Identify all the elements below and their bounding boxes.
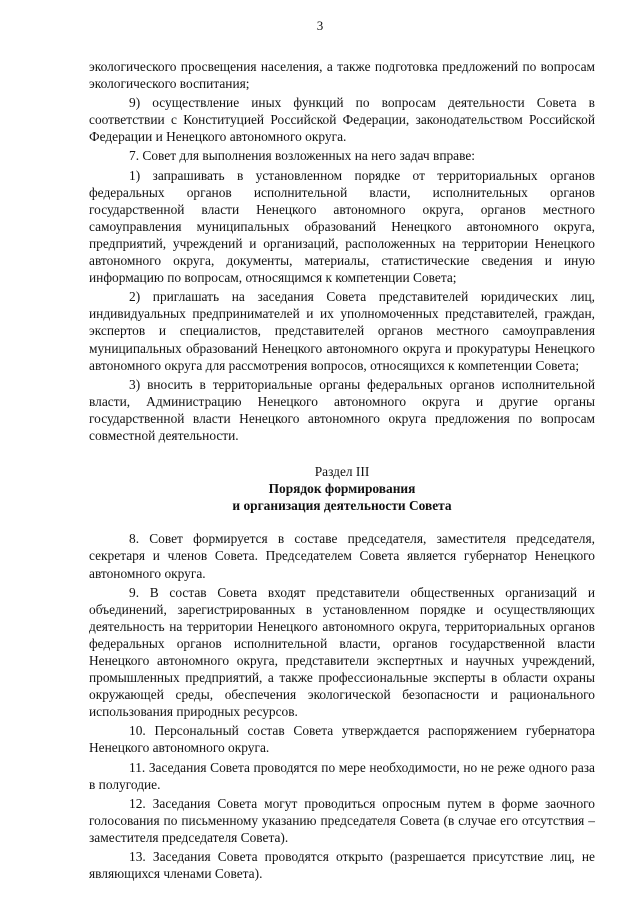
paragraph-clause-12: 12. Заседания Совета могут проводиться опросным путем в форме заочного голосования по письменному указанию председателя Совета (в случае его отсутствия – заместителя председателя Совета). xyxy=(89,795,595,845)
paragraph-item-1: 1) запрашивать в установленном порядке от территориальных органов федеральных органов исполнительной власти, исполнительных органов государственной власти Ненецкого автономного округа, органов местного самоуправления муниципальных образований Ненецкого автономного округа, предприятий, учреждений и организаций, расположенных на территории Ненецкого автономного округа, документы, материалы, статистические сведения и иную информацию по вопросам, относящимся к компетенции Совета; xyxy=(89,167,595,286)
section-title-line-1: Порядок формирования xyxy=(268,481,416,497)
paragraph-clause-9: 9. В состав Совета входят представители общественных организаций и объединений, зарегистрированных в установленном порядке и осуществляющих деятельность на территории Ненецкого автономного округа, территориальных органов федеральных органов исполнительной власти, органов государственной власти Ненецкого автономного округа, представители экспертных и научных учреждений, промышленных предприятий, а также профессиональные эксперты в области охраны окружающей среды, обеспечения экологической безопасности и рационального использования природных ресурсов. xyxy=(89,584,595,720)
paragraph-continuation: экологического просвещения населения, а также подготовка предложений по вопросам экологического воспитания; xyxy=(89,59,595,92)
paragraph-item-2: 2) приглашать на заседания Совета представителей юридических лиц, индивидуальных предпринимателей и их уполномоченных представителей, граждан, экспертов и специалистов, представителей органов местного самоуправления муниципальных образований Ненецкого автономного округа и прокуратуры Ненецкого автономного округа для рассмотрения вопросов, относящихся к компетенции Совета; xyxy=(89,289,595,373)
document-body xyxy=(89,58,595,884)
paragraph-item-9: 9) осуществление иных функций по вопросам деятельности Совета в соответствии с Конституцией Российской Федерации, законодательством Российской Федерации и Ненецкого автономного округа. xyxy=(89,95,595,145)
paragraph-clause-10: 10. Персональный состав Совета утверждается распоряжением губернатора Ненецкого автономного округа. xyxy=(89,723,595,756)
page-number: 3 xyxy=(316,18,324,33)
paragraph-clause-11: 11. Заседания Совета проводятся по мере необходимости, но не реже одного раза в полугодие. xyxy=(89,759,595,792)
section-number: Раздел III xyxy=(314,464,370,480)
paragraph-clause-8: 8. Совет формируется в составе председателя, заместителя председателя, секретаря и членов Совета. Председателем Совета является губернатор Ненецкого автономного округа. xyxy=(89,531,595,581)
paragraph-clause-13: 13. Заседания Совета проводятся открыто (разрешается присутствие лиц, не являющихся членами Совета). xyxy=(89,849,595,882)
paragraph-item-3: 3) вносить в территориальные органы федеральных органов исполнительной власти, Администрацию Ненецкого автономного округа и другие органы государственной власти Ненецкого автономного округа предложения по вопросам совместной деятельности. xyxy=(89,376,595,443)
section-title-line-2: и организация деятельности Совета xyxy=(232,498,452,514)
section-heading xyxy=(89,463,595,514)
paragraph-clause-7: 7. Совет для выполнения возложенных на него задач вправе: xyxy=(129,148,476,164)
